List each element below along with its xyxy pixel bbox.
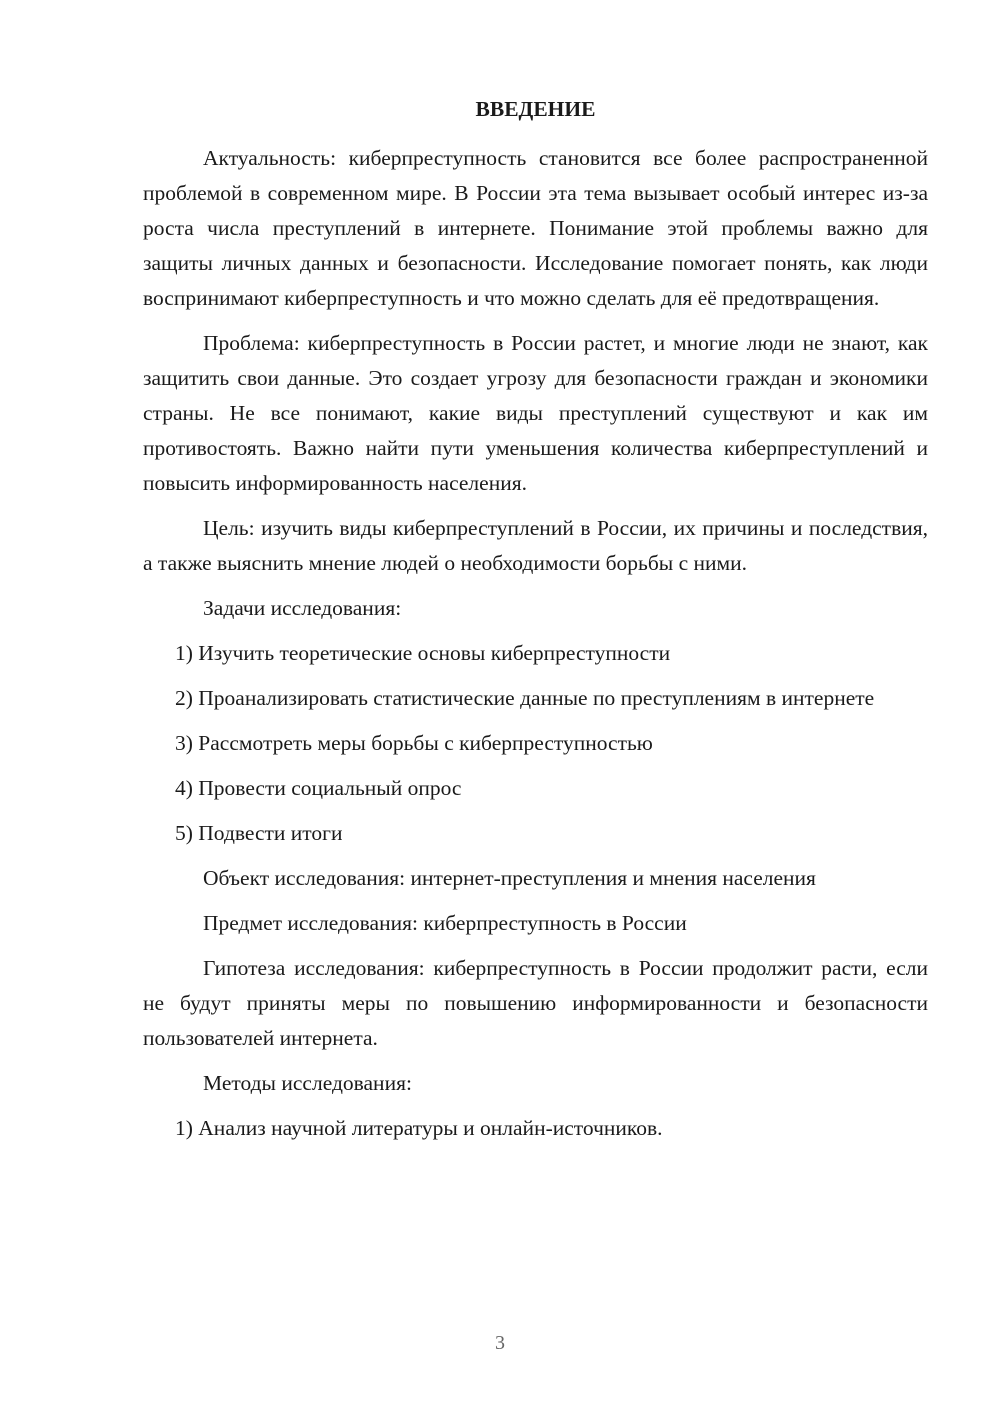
task-item-1: 1) Изучить теоретические основы киберпреступности bbox=[175, 641, 671, 665]
task-item-3: 3) Рассмотреть меры борьбы с киберпреступностью bbox=[175, 731, 653, 755]
goal-paragraph: Цель: изучить виды киберпреступлений в России, их причины и последствия, а также выяснить мнение людей о необходимости борьбы с ними. bbox=[143, 516, 928, 575]
task-item-5: 5) Подвести итоги bbox=[175, 821, 343, 845]
document-page bbox=[143, 92, 928, 1156]
page-number: 3 bbox=[495, 1332, 505, 1354]
relevance-paragraph: Актуальность: киберпреступность становится все более распространенной проблемой в современном мире. В России эта тема вызывает особый интерес из-за роста числа преступлений в интернете. Понимание этой проблемы важно для защиты личных данных и безопасности. Исследование помогает понять, как люди воспринимают киберпреступность и что можно сделать для её предотвращения. bbox=[143, 146, 928, 310]
research-subject: Предмет исследования: киберпреступность в России bbox=[203, 911, 687, 935]
task-item-4: 4) Провести социальный опрос bbox=[175, 776, 462, 800]
hypothesis-paragraph: Гипотеза исследования: киберпреступность в России продолжит расти, если не будут приняты меры по повышению информированности и безопасности пользователей интернета. bbox=[143, 956, 928, 1050]
method-item-1: 1) Анализ научной литературы и онлайн-источников. bbox=[175, 1116, 663, 1140]
page-title: ВВЕДЕНИЕ bbox=[475, 97, 596, 121]
research-object: Объект исследования: интернет-преступления и мнения населения bbox=[203, 866, 816, 890]
task-item-2: 2) Проанализировать статистические данные по преступлениям в интернете bbox=[175, 686, 875, 710]
problem-paragraph: Проблема: киберпреступность в России растет, и многие люди не знают, как защитить свои данные. Это создает угрозу для безопасности граждан и экономики страны. Не все понимают, какие виды преступлений существуют и как им противостоять. Важно найти пути уменьшения количества киберпреступлений и повысить информированность населения. bbox=[143, 331, 928, 495]
methods-heading: Методы исследования: bbox=[203, 1071, 412, 1095]
tasks-heading: Задачи исследования: bbox=[203, 596, 402, 620]
